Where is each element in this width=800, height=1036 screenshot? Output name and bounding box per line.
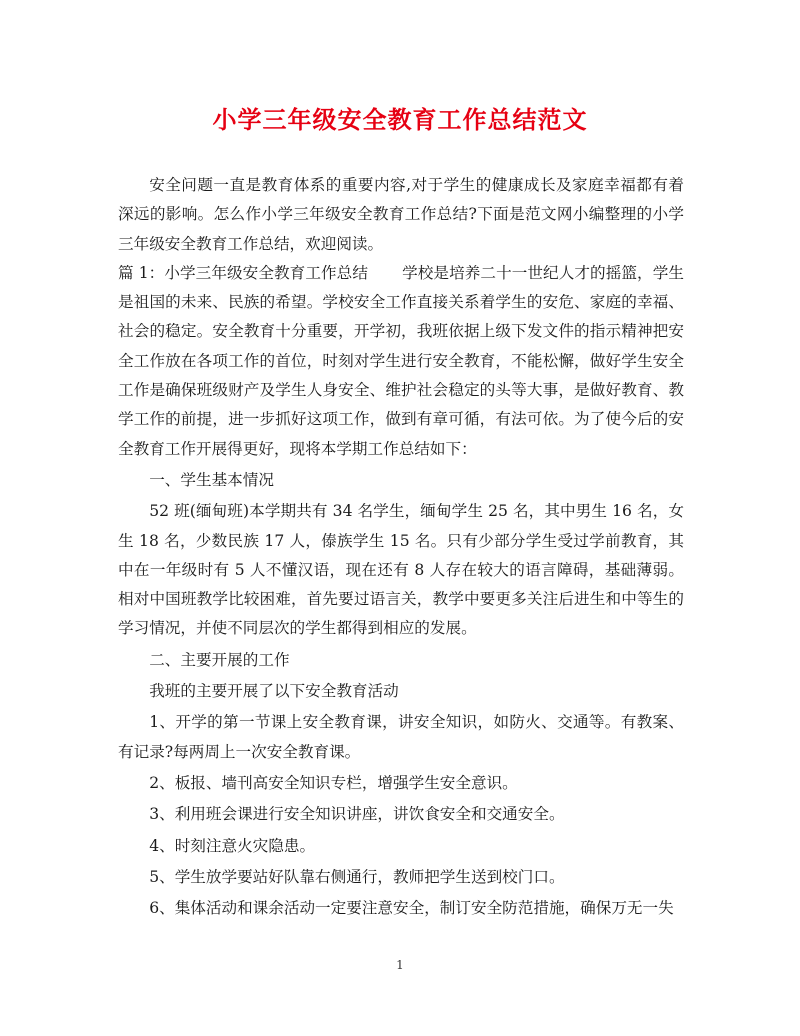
article-lead-text: 学校是培养二十一世纪人才的摇篮，学生是祖国的未来、民族的希望。学校安全工作直接关系着学生的安危、家庭的幸福、社会的稳定。安全教育十分重要，开学初，我班依据上级下发文件的指示精神把安全工作放在各项工作的首位，时刻对学生进行安全教育，不能松懈，做好学生安全工作是确保班级财产及学生人身安全、维护社会稳定的头等大事，是做好教育、教学工作的前提，进一步抓好这项工作，做到有章可循，有法可依。为了使今后的安全教育工作开展得更好，现将本学期工作总结如下： — [118, 263, 684, 458]
section2-lead: 我班的主要开展了以下安全教育活动 — [149, 682, 399, 701]
intro-paragraph: 安全问题一直是教育体系的重要内容,对于学生的健康成长及家庭幸福都有着深远的影响。怎么作小学三年级安全教育工作总结?下面是范文网小编整理的小学三年级安全教育工作总结，欢迎阅读。 — [118, 176, 684, 253]
section2-heading: 二、主要开展的工作 — [149, 650, 290, 669]
article-heading: 篇 1：小学三年级安全教育工作总结 — [118, 263, 368, 282]
section1-paragraph: 52 班(缅甸班)本学期共有 34 名学生，缅甸学生 25 名，其中男生 16 名，女生 18 名，少数民族 17 人，傣族学生 15 名。只有少部分学生受过学前教育，其中在一年级时有 5 人不懂汉语，现在还有 8 人存在较大的语言障碍，基础薄弱。相对中国班教学比较困难，首先要过语言关，教学中要更多关注后进生和中等生的学习情况，并使不同层次的学生都得到相应的发展。 — [118, 502, 684, 638]
list-item: 4、时刻注意火灾隐患。 — [149, 836, 316, 855]
article-paragraph — [118, 259, 684, 464]
list-item: 6、集体活动和课余活动一定要注意安全，制订安全防范措施，确保万无一失 — [149, 899, 674, 918]
list-item: 3、利用班会课进行安全知识讲座，讲饮食安全和交通安全。 — [149, 805, 565, 824]
list-item: 2、板报、墙刊高安全知识专栏，增强学生安全意识。 — [149, 773, 518, 792]
list-item: 1、开学的第一节课上安全教育课，讲安全知识，如防火、交通等。有教案、有记录?每两周上一次安全教育课。 — [118, 713, 684, 761]
list-item: 5、学生放学要站好队靠右侧通行，教师把学生送到校门口。 — [149, 867, 565, 886]
document-title: 小学三年级安全教育工作总结范文 — [212, 105, 588, 134]
document-body — [118, 171, 684, 923]
page-number: 1 — [396, 958, 404, 972]
section1-heading: 一、学生基本情况 — [149, 470, 274, 489]
